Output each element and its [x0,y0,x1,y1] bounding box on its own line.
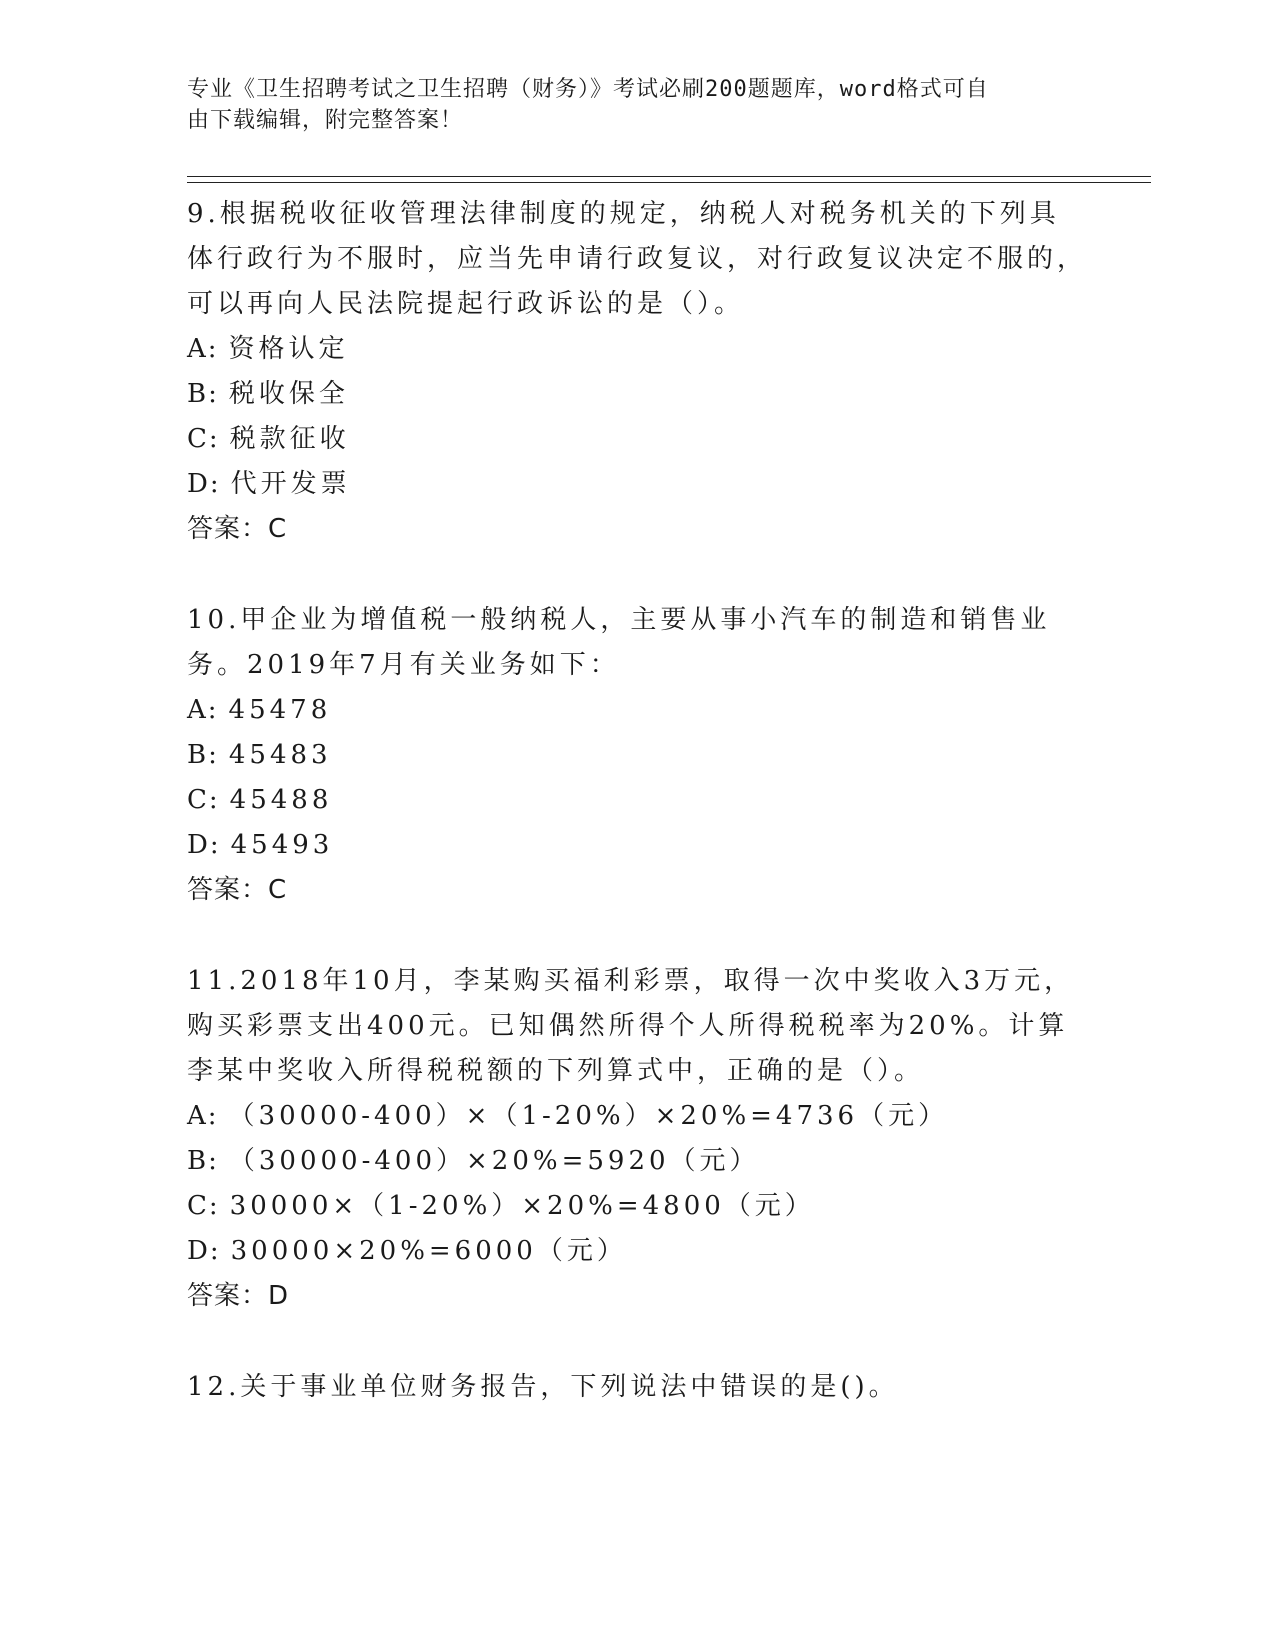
option-b [187,733,1087,778]
question-stem: 11.2018年10月，李某购买福利彩票，取得一次中奖收入3万元，购买彩票支出400元。已知偶然所得个人所得税税率为20%。计算李某中奖收入所得税税额的下列算式中，正确的是（）。 [187,966,1075,1086]
option-text: 30000×（1-20%）×20%=4800（元） [229,1191,815,1221]
option-b [187,372,1087,417]
option-c [187,778,1087,823]
question-10 [187,598,1087,913]
question-stem: 12.关于事业单位财务报告，下列说法中错误的是()。 [187,1372,899,1402]
option-c [187,417,1087,462]
document-header [187,74,1067,136]
option-text: 30000×20%=6000（元） [230,1236,627,1266]
option-key: D: [187,469,221,499]
option-d [187,462,1087,507]
option-c [187,1184,1087,1229]
option-key: C: [187,424,220,454]
option-key: C: [187,1191,220,1221]
spacer [187,913,1087,959]
option-text: 代开发票 [230,469,351,499]
answer-line: 答案：D [187,1281,290,1311]
option-a [187,327,1087,372]
option-text: 45483 [228,740,332,770]
option-text: 资格认定 [228,334,349,364]
header-line-2: 由下载编辑，附完整答案！ [187,108,464,133]
option-key: D: [187,830,221,860]
question-12 [187,1365,1087,1410]
option-text: （30000-400）×（1-20%）×20%=4736（元） [228,1101,949,1131]
header-divider-bottom [187,182,1151,183]
option-key: B: [187,740,219,770]
header-divider-top [187,176,1151,177]
answer-line: 答案：C [187,514,288,544]
option-key: A: [187,334,219,364]
spacer [187,552,1087,598]
option-d [187,823,1087,868]
spacer [187,1319,1087,1365]
option-key: D: [187,1236,221,1266]
option-text: 税收保全 [228,379,349,409]
answer-line: 答案：C [187,875,288,905]
option-text: 45493 [230,830,334,860]
option-text: 45478 [228,695,332,725]
question-9 [187,192,1087,552]
option-text: 45488 [229,785,333,815]
option-key: A: [187,695,219,725]
option-a [187,1094,1087,1139]
question-11 [187,959,1087,1319]
question-stem: 10.甲企业为增值税一般纳税人，主要从事小汽车的制造和销售业务。2019年7月有关业务如下： [187,605,1051,680]
option-key: B: [187,379,219,409]
option-key: C: [187,785,220,815]
option-key: A: [187,1101,219,1131]
question-stem: 9.根据税收征收管理法律制度的规定，纳税人对税务机关的下列具体行政行为不服时，应当先申请行政复议，对行政复议决定不服的，可以再向人民法院提起行政诉讼的是（）。 [187,199,1088,319]
option-text: 税款征收 [229,424,350,454]
option-key: B: [187,1146,219,1176]
option-b [187,1139,1087,1184]
question-list [187,192,1087,1410]
header-line-1: 专业《卫生招聘考试之卫生招聘（财务）》考试必刷200题题库，word格式可自 [187,77,989,102]
option-a [187,688,1087,733]
option-text: （30000-400）×20%=5920（元） [228,1146,760,1176]
option-d [187,1229,1087,1274]
